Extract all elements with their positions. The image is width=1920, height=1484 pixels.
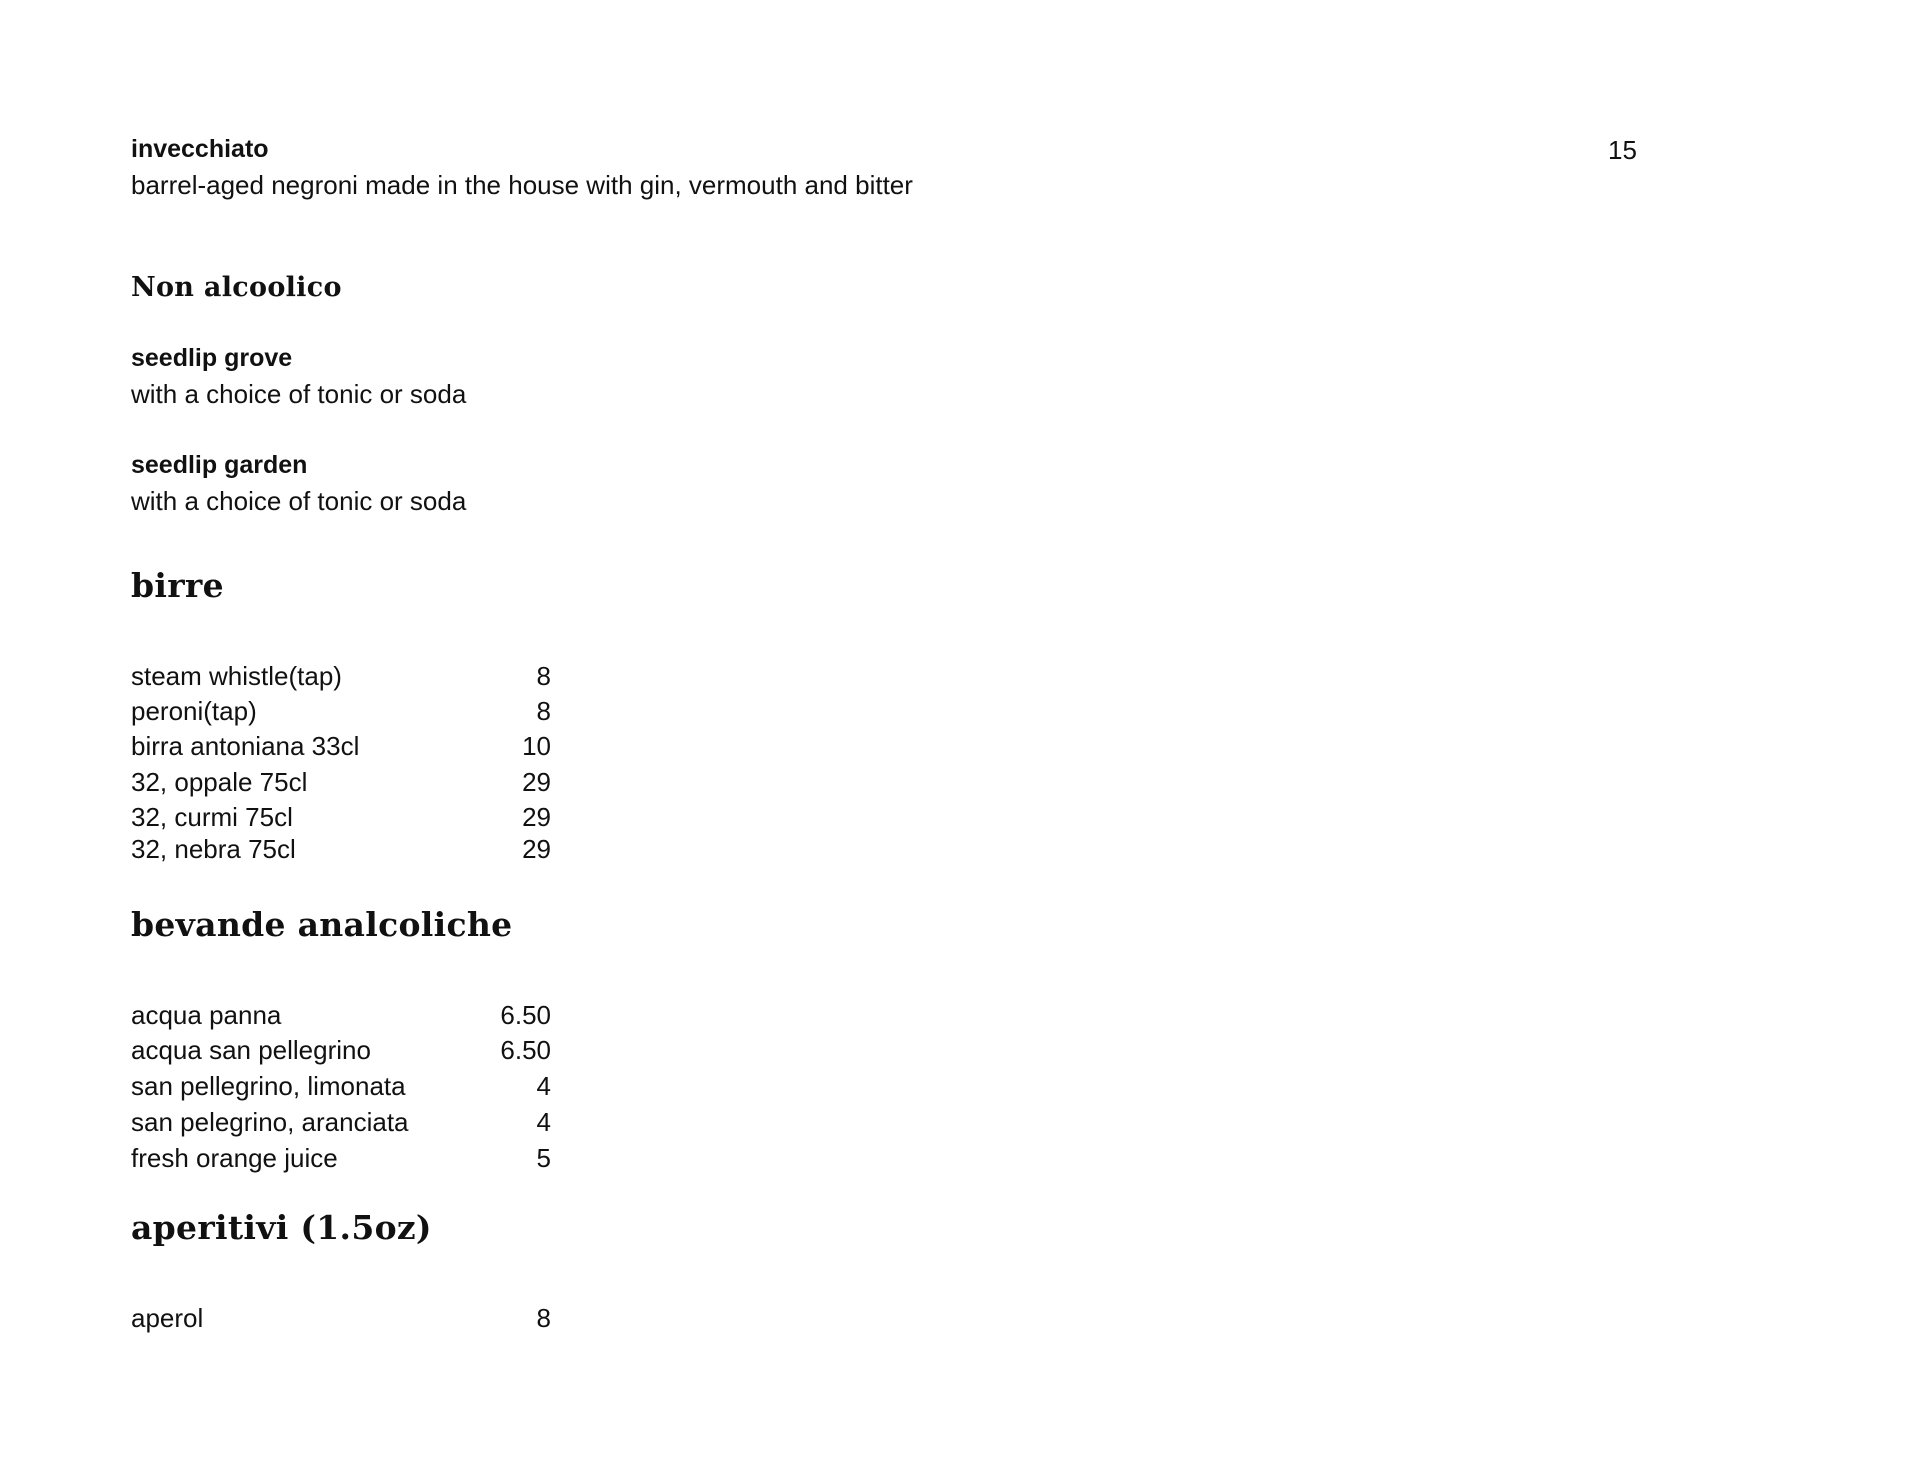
item-price: 4 xyxy=(536,1071,551,1101)
list-item xyxy=(131,694,551,728)
item-price: 8 xyxy=(536,1303,551,1333)
list-item xyxy=(131,1033,551,1067)
item-description-seedlip-garden: with a choice of tonic or soda xyxy=(131,486,467,516)
item-name: san pelegrino, aranciata xyxy=(131,1107,409,1137)
list-item xyxy=(131,659,551,693)
item-price: 29 xyxy=(522,767,551,797)
item-name: fresh orange juice xyxy=(131,1143,338,1173)
list-item xyxy=(131,832,551,866)
item-price: 10 xyxy=(522,731,551,761)
list-item xyxy=(131,729,551,763)
list-item xyxy=(131,1301,551,1335)
item-description-seedlip-grove: with a choice of tonic or soda xyxy=(131,379,467,409)
item-name: peroni(tap) xyxy=(131,696,257,726)
section-heading-birre: birre xyxy=(131,566,224,605)
item-name: acqua panna xyxy=(131,1000,282,1030)
item-name: san pellegrino, limonata xyxy=(131,1071,406,1101)
list-item xyxy=(131,1069,551,1103)
item-price: 6.50 xyxy=(500,1035,551,1065)
item-price-invecchiato: 15 xyxy=(1608,135,1637,165)
item-name-seedlip-garden: seedlip garden xyxy=(131,451,308,479)
item-name: 32, nebra 75cl xyxy=(131,834,296,864)
item-price: 5 xyxy=(536,1143,551,1173)
item-price: 29 xyxy=(522,802,551,832)
item-name: aperol xyxy=(131,1303,204,1333)
item-name-invecchiato: invecchiato xyxy=(131,135,269,163)
item-name: acqua san pellegrino xyxy=(131,1035,371,1065)
item-name-seedlip-grove: seedlip grove xyxy=(131,344,293,372)
list-item xyxy=(131,765,551,799)
item-name: 32, curmi 75cl xyxy=(131,802,293,832)
item-price: 29 xyxy=(522,834,551,864)
item-name: 32, oppale 75cl xyxy=(131,767,308,797)
list-item xyxy=(131,1141,551,1175)
section-heading-non-alcoolico: Non alcoolico xyxy=(131,272,342,303)
list-item xyxy=(131,998,551,1032)
section-heading-bevande-analcoliche: bevande analcoliche xyxy=(131,905,513,944)
item-price: 4 xyxy=(536,1107,551,1137)
item-name: steam whistle(tap) xyxy=(131,661,342,691)
list-item xyxy=(131,800,551,834)
item-price: 8 xyxy=(536,696,551,726)
item-price: 8 xyxy=(536,661,551,691)
item-name: birra antoniana 33cl xyxy=(131,731,360,761)
item-price: 6.50 xyxy=(500,1000,551,1030)
section-heading-aperitivi: aperitivi (1.5oz) xyxy=(131,1208,432,1247)
list-item xyxy=(131,1105,551,1139)
item-description-invecchiato: barrel-aged negroni made in the house with gin, vermouth and bitter xyxy=(131,170,913,200)
